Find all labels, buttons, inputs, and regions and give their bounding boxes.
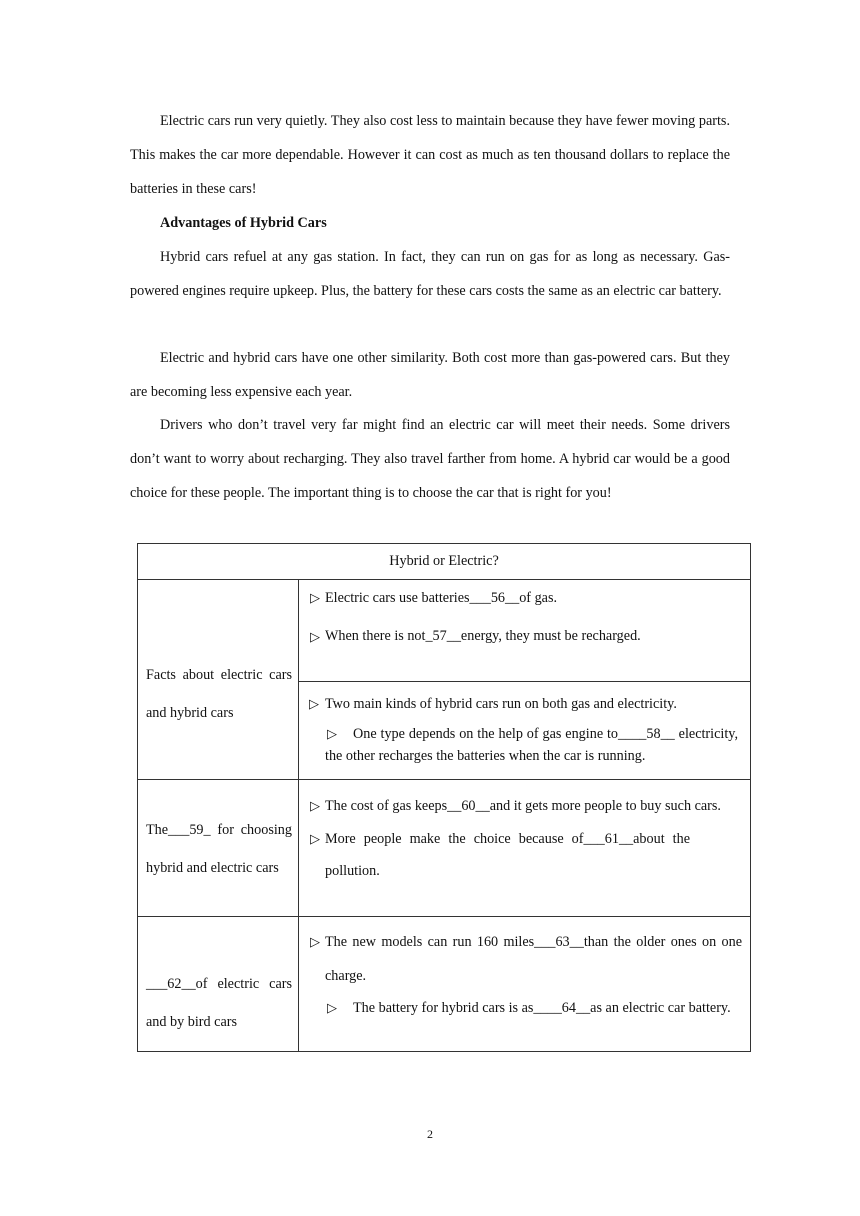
reason-cell xyxy=(299,780,751,917)
triangle-bullet-icon: ▷ xyxy=(309,696,319,711)
triangle-bullet-icon: ▷ xyxy=(310,629,320,644)
paragraph-similarity: Electric and hybrid cars have one other similarity. Both cost more than gas-powered cars. But they are becoming less expensive each year. xyxy=(130,350,730,400)
facts-electric-cell xyxy=(299,580,751,682)
row-label-advantages: ___62__of electric cars and by bird cars xyxy=(138,917,299,1052)
list-item: ▷ More people make the choice because of___61__about the pollution. xyxy=(299,823,750,887)
page-number: 2 xyxy=(427,1127,433,1141)
table-title: Hybrid or Electric? xyxy=(138,544,751,580)
paragraph-conclusion: Drivers who don’t travel very far might find an electric car will meet their needs. Some drivers don’t want to worry about recharging. They also travel farther from home. A hybrid car would be a good choice for these people. The important thing is to choose the car that is right for you! xyxy=(130,417,730,501)
facts-hybrid-cell xyxy=(299,682,751,780)
row-label-reason: The___59_ for choosing hybrid and electric cars xyxy=(138,780,299,917)
triangle-bullet-icon: ▷ xyxy=(310,798,320,813)
list-item: ▷ When there is not_57__energy, they must be recharged. xyxy=(299,620,750,653)
list-item: ▷ The new models can run 160 miles___63__than the older ones on one charge. xyxy=(299,925,750,993)
triangle-bullet-icon: ▷ xyxy=(310,934,320,949)
list-item: ▷ The cost of gas keeps__60__and it gets more people to buy such cars. xyxy=(299,789,750,823)
summary-table xyxy=(137,543,751,1052)
advantages-cell xyxy=(299,917,751,1052)
section-heading: Advantages of Hybrid Cars xyxy=(160,215,327,231)
paragraph-electric-cars: Electric cars run very quietly. They also cost less to maintain because they have fewer moving parts. This makes the car more dependable. However it can cost as much as ten thousand dollars to replace the batteries in these cars! xyxy=(130,113,730,197)
row-label-facts: Facts about electric cars and hybrid cars xyxy=(138,580,299,780)
triangle-bullet-icon: ▷ xyxy=(310,831,320,846)
triangle-bullet-icon: ▷ xyxy=(327,726,337,741)
triangle-bullet-icon: ▷ xyxy=(327,1000,337,1015)
list-item: ▷ Two main kinds of hybrid cars run on both gas and electricity. xyxy=(299,693,750,715)
triangle-bullet-icon: ▷ xyxy=(310,590,320,605)
list-item: ▷ The battery for hybrid cars is as____64__as an electric car battery. xyxy=(299,997,750,1019)
list-item: ▷ One type depends on the help of gas engine to____58__ electricity, the other recharges the batteries when the car is running. xyxy=(299,723,750,767)
paragraph-hybrid-advantages: Hybrid cars refuel at any gas station. In fact, they can run on gas for as long as necessary. Gas-powered engines require upkeep. Plus, the battery for these cars costs the same as an electric car battery. xyxy=(130,249,730,299)
list-item: ▷ Electric cars use batteries___56__of gas. xyxy=(299,586,750,610)
